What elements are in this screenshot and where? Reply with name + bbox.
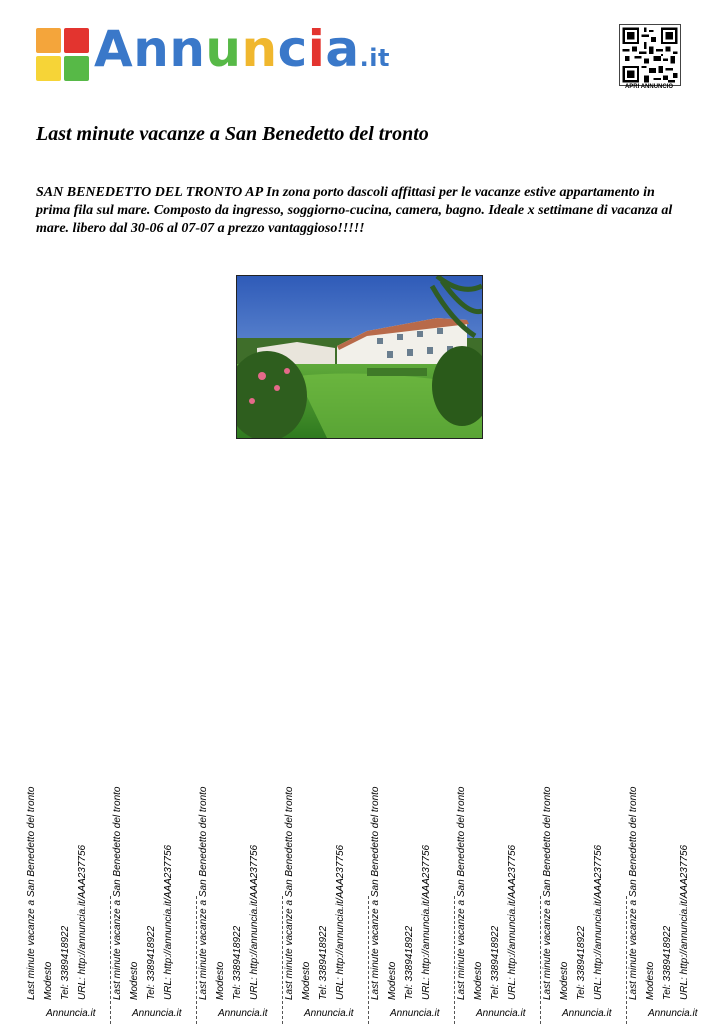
tab-url: URL: http://annuncia.it/AAA237756: [593, 844, 604, 1000]
tab-name: Modesto: [473, 961, 484, 1000]
tear-divider: [454, 896, 455, 1024]
tab-name: Modesto: [301, 961, 312, 1000]
tab-url: URL: http://annuncia.it/AAA237756: [421, 844, 432, 1000]
tab-phone: Tel: 3389418922: [490, 925, 501, 1000]
tab-brand: Annuncia.it: [476, 1008, 526, 1019]
tab-brand: Annuncia.it: [218, 1008, 268, 1019]
tab-brand: Annuncia.it: [562, 1008, 612, 1019]
tab-brand: Annuncia.it: [132, 1008, 182, 1019]
tab-title: Last minute vacanze a San Benedetto del tronto: [198, 786, 209, 1000]
tear-off-strips: [26, 788, 716, 1024]
tear-off-tab[interactable]: [112, 788, 198, 1024]
tear-divider: [626, 896, 627, 1024]
tab-url: URL: http://annuncia.it/AAA237756: [163, 844, 174, 1000]
qr-label: APRI ANNUNCIO: [624, 84, 674, 90]
tab-name: Modesto: [559, 961, 570, 1000]
tear-off-tab[interactable]: [284, 788, 370, 1024]
logo-tiles-icon: [36, 28, 90, 82]
tab-title: Last minute vacanze a San Benedetto del tronto: [284, 786, 295, 1000]
listing-title: Last minute vacanze a San Benedetto del tronto: [36, 123, 429, 145]
tab-title: Last minute vacanze a San Benedetto del tronto: [628, 786, 639, 1000]
tab-phone: Tel: 3389418922: [662, 925, 673, 1000]
tab-title: Last minute vacanze a San Benedetto del tronto: [26, 786, 37, 1000]
tear-divider: [282, 896, 283, 1024]
listing-photo: [236, 275, 483, 439]
tear-off-tab[interactable]: [456, 788, 542, 1024]
tab-phone: Tel: 3389418922: [404, 925, 415, 1000]
tab-url: URL: http://annuncia.it/AAA237756: [249, 844, 260, 1000]
tab-phone: Tel: 3389418922: [146, 925, 157, 1000]
tab-phone: Tel: 3389418922: [576, 925, 587, 1000]
tab-title: Last minute vacanze a San Benedetto del tronto: [370, 786, 381, 1000]
tab-phone: Tel: 3389418922: [232, 925, 243, 1000]
tab-url: URL: http://annuncia.it/AAA237756: [335, 844, 346, 1000]
tear-off-tab[interactable]: [26, 788, 112, 1024]
tear-off-tab[interactable]: [370, 788, 456, 1024]
tab-title: Last minute vacanze a San Benedetto del tronto: [542, 786, 553, 1000]
listing-description: SAN BENEDETTO DEL TRONTO AP In zona porto dascoli affittasi per le vacanze estive appartamento in prima fila sul mare. Composto da ingresso, soggiorno-cucina, camera, bagno. Ideale x settimane di vacanza al mare. libero dal 30-06 al 07-07 a prezzo vantaggioso!!!!!: [36, 185, 673, 236]
tab-name: Modesto: [215, 961, 226, 1000]
tab-url: URL: http://annuncia.it/AAA237756: [77, 844, 88, 1000]
tear-divider: [540, 896, 541, 1024]
tab-brand: Annuncia.it: [304, 1008, 354, 1019]
tear-divider: [368, 896, 369, 1024]
annuncia-logo: [36, 20, 390, 84]
tab-phone: Tel: 3389418922: [60, 925, 71, 1000]
tab-brand: Annuncia.it: [648, 1008, 698, 1019]
tab-name: Modesto: [43, 961, 54, 1000]
tab-url: URL: http://annuncia.it/AAA237756: [507, 844, 518, 1000]
tear-divider: [196, 896, 197, 1024]
tab-name: Modesto: [645, 961, 656, 1000]
tab-url: URL: http://annuncia.it/AAA237756: [679, 844, 690, 1000]
tear-off-tab[interactable]: [198, 788, 284, 1024]
logo-wordmark: Annuncia.it: [94, 20, 390, 78]
qr-code-icon[interactable]: [619, 24, 681, 86]
tab-brand: Annuncia.it: [46, 1008, 96, 1019]
tab-title: Last minute vacanze a San Benedetto del tronto: [112, 786, 123, 1000]
tear-divider: [110, 896, 111, 1024]
tear-off-tab[interactable]: [542, 788, 628, 1024]
tab-title: Last minute vacanze a San Benedetto del tronto: [456, 786, 467, 1000]
tab-name: Modesto: [387, 961, 398, 1000]
tab-phone: Tel: 3389418922: [318, 925, 329, 1000]
tear-off-tab[interactable]: [628, 788, 714, 1024]
tab-name: Modesto: [129, 961, 140, 1000]
tab-brand: Annuncia.it: [390, 1008, 440, 1019]
